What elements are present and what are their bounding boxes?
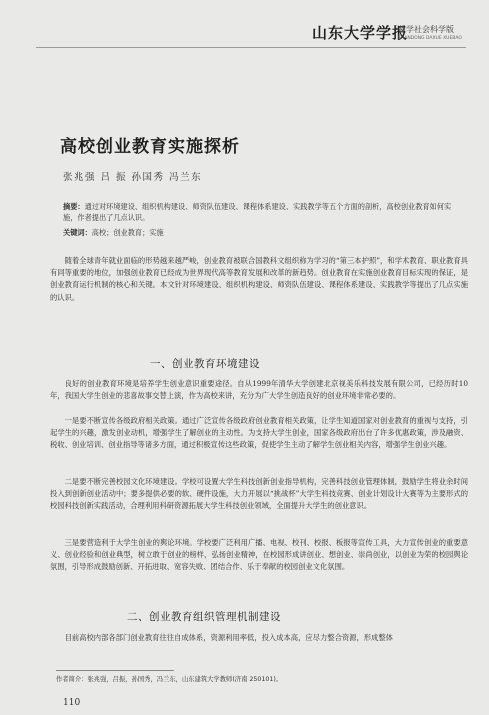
- page-number: 110: [63, 698, 81, 708]
- journal-logo: 山东大学学报: [312, 24, 409, 42]
- journal-small-caption: SHANDONG DAXUE XUEBAO: [398, 36, 462, 41]
- article-title: 高校创业教育实施探析: [60, 137, 240, 157]
- footnote-rule: [56, 670, 174, 671]
- keywords-label: 关键词：: [63, 228, 92, 237]
- abstract-text: 通过对环境建设、组织机构建设、师资队伍建设、课程体系建设、实践教学等五个方面的剖析，高校创业教育如何实施，作者提出了几点认识。: [63, 202, 452, 222]
- section-1-paragraph-3: 二是要不断完善校园文化环境建设。学校可设置大学生科技创新创业指导机构，完善科技创业管理体制，鼓励学生将业余时间投入到创新创业活动中；要多提供必要的软、硬件设施，大力开展以“挑战杯”大学生科技竞赛、创业计划设计大赛等为主要形式的校园科技创新实践活动，合理利用科研资源拓展大学生科技创业领域，全面提升大学生的创业意识。: [50, 477, 468, 511]
- article-authors: 张兆强 吕 振 孙国秀 冯兰东: [63, 172, 203, 183]
- header-rule: [36, 47, 466, 48]
- author-footnote: 作者简介：张兆强，吕振，孙国秀，冯兰东，山东建筑大学教师(济南 250101)。: [56, 676, 283, 683]
- section-2-paragraph-1: 目前高校内部各部门创业教育往往自成体系，资源利用率低，投入成本高，应尽力整合资源，形成整体: [64, 633, 393, 642]
- intro-paragraph: 随着全球青年就业面临的形势越来越严峻，创业教育被联合国教科文组织称为学习的“第三本护照”，和学术教育、职业教育具有同等重要的地位，加强创业教育已经成为世界现代高等教育发展和改革的新趋势。创业教育在实施创业教育目标实现的保证，是创业教育运行机制的核心和关键。本文针对环境建设、组织机构建设、师资队伍建设、课程体系建设、实践教学等提出了几点实施的认识。: [50, 256, 468, 302]
- section-1-paragraph-2: 一是要不断宣传各级政府相关政策。通过广泛宣传各级政府创业教育相关政策，让学生知道国家对创业教育的重视与支持，引起学生的兴趣，激发创业动机，增强学生了解创业的主动性。为支持大学生创业，国家各级政府出台了许多优惠政策，涉及融资、税收、创业培训、创业指导等诸多方面，通过积极宣传这些政策，促使学生主动了解学生创业相关内容，增强学生创业兴趣。: [50, 416, 468, 450]
- abstract-label: 摘要：: [63, 202, 85, 211]
- section-1-paragraph-4: 三是要营造利于大学生创业的舆论环境。学校要广泛利用广播、电视、校刊、校报、板报等宣传工具，大力宣传创业的重要意义、创业经验和创业典型，树立敢于创业的榜样，弘扬创业精神，在校园形成讲创业、想创业、崇尚创业，以创业为荣的校园舆论氛围，引导形成鼓励创新、开拓进取、宽容失败、团结合作、乐于奉献的校园创业文化氛围。: [50, 538, 468, 572]
- keywords-text: 高校；创业教育；实施: [91, 228, 164, 237]
- section-2-title: 二、创业教育组织管理机制建设: [127, 611, 281, 623]
- section-1-paragraph-1: 良好的创业教育环境是培养学生创业意识重要途径。自从1999年清华大学创建北京视美乐科技发展有限公司，已经历时10年，我国大学生创业的悲喜故事交替上演，作为高校来讲，充分为广大学生创造良好的创业环境非常必要的。: [50, 379, 468, 401]
- abstract: [63, 201, 463, 223]
- keywords: [63, 228, 164, 238]
- journal-series: 哲学社会科学版: [398, 25, 454, 34]
- section-1-title: 一、创业教育环境建设: [150, 358, 260, 370]
